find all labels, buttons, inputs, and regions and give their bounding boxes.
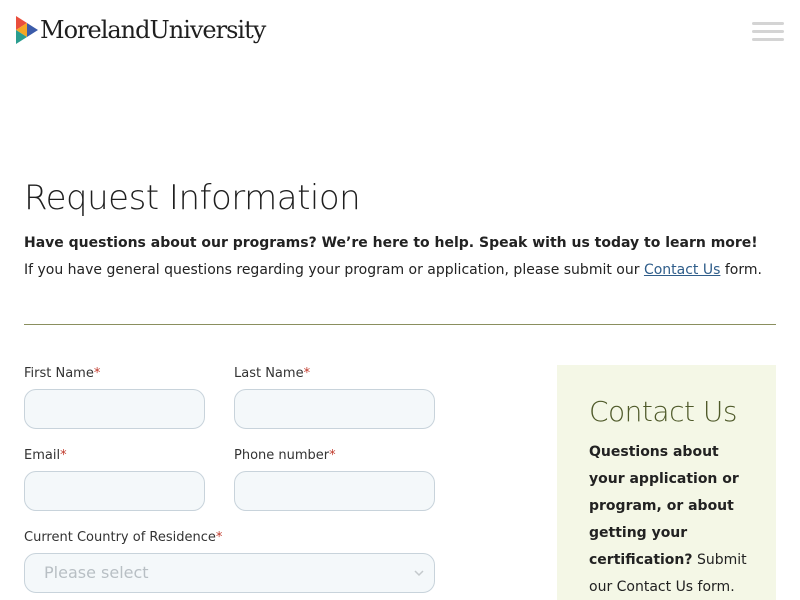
- site-header: [0, 0, 800, 64]
- required-mark: *: [215, 530, 223, 545]
- phone-input[interactable]: [234, 471, 435, 511]
- intro-text: If you have general questions regarding your program or application, please submit our: [24, 262, 644, 278]
- email-input[interactable]: [24, 471, 205, 511]
- chevron-down-icon: [414, 568, 424, 578]
- contact-body-text: Submit our Contact Us form.: [589, 552, 747, 595]
- intro-paragraph: [24, 230, 764, 284]
- last-name-input[interactable]: [234, 389, 435, 429]
- required-mark: *: [60, 448, 67, 463]
- contact-bold-text: Questions about your application or program, or about getting your certification?: [589, 444, 739, 568]
- contact-text: [589, 439, 749, 600]
- country-label: Current Country of Residence*: [24, 530, 223, 545]
- contact-panel: [557, 365, 776, 600]
- hamburger-menu-icon[interactable]: [752, 22, 784, 42]
- first-name-input[interactable]: [24, 389, 205, 429]
- section-divider: [24, 324, 776, 325]
- email-label: Email*: [24, 448, 67, 463]
- required-mark: *: [93, 366, 101, 381]
- first-name-label: First Name*: [24, 366, 101, 381]
- last-name-label: Last Name*: [234, 366, 311, 381]
- required-mark: *: [329, 448, 336, 463]
- country-select-placeholder: Please select: [44, 563, 149, 582]
- country-select[interactable]: [24, 553, 435, 593]
- logo-triangle-icon: [16, 16, 38, 44]
- intro-text-end: form.: [720, 262, 762, 278]
- intro-bold-text: Have questions about our programs? We’re here to help. Speak with us today to learn more!: [24, 235, 758, 251]
- required-mark: *: [303, 366, 311, 381]
- logo-text: MorelandUniversity: [40, 16, 266, 44]
- page-title: Request Information: [24, 178, 361, 218]
- university-logo[interactable]: [16, 16, 265, 44]
- phone-label: Phone number*: [234, 448, 336, 463]
- contact-us-link[interactable]: Contact Us: [643, 262, 721, 278]
- contact-title: Contact Us: [589, 395, 737, 428]
